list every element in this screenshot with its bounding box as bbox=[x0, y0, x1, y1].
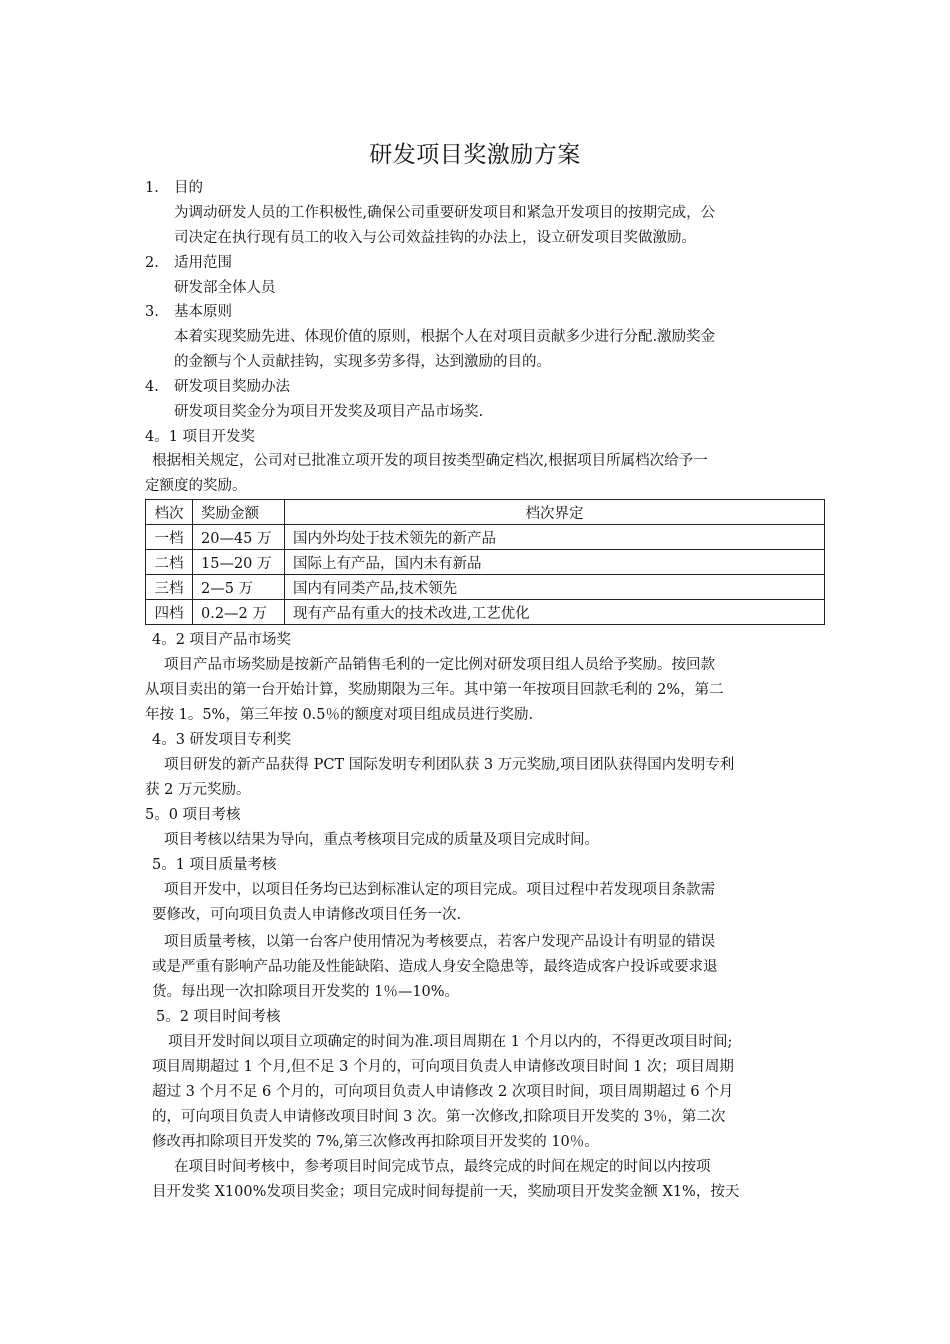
section-heading: 基本原则 bbox=[174, 304, 232, 320]
paragraph-line: 项目质量考核，以第一台客户使用情况为考核要点，若客户发现产品设计有明显的错误 bbox=[164, 934, 715, 950]
paragraph-line: 从项目卖出的第一台开始计算，奖励期限为三年。其中第一年按项目回款毛利的 2%，第二 bbox=[145, 682, 724, 698]
table-cell: 二档 bbox=[146, 550, 193, 575]
table-cell: 0.2—2 万 bbox=[193, 600, 285, 625]
section-heading: 适用范围 bbox=[174, 255, 232, 271]
document-title: 研发项目奖激励方案 bbox=[369, 142, 581, 168]
subsection-heading: 5。0 项目考核 bbox=[145, 807, 241, 823]
section-number: 3. bbox=[145, 304, 159, 320]
table-row bbox=[146, 575, 825, 600]
table-row bbox=[146, 550, 825, 575]
table-header-cell: 档次界定 bbox=[285, 500, 825, 525]
paragraph-line: 司决定在执行现有员工的收入与公司效益挂钩的办法上，设立研发项目奖做激励。 bbox=[174, 230, 696, 246]
table-cell: 国内外均处于技术领先的新产品 bbox=[285, 525, 825, 550]
subsection-heading: 5。1 项目质量考核 bbox=[152, 857, 277, 873]
grade-table bbox=[145, 499, 825, 625]
paragraph-line: 修改再扣除项目开发奖的 7%,第三次修改再扣除项目开发奖的 10％。 bbox=[152, 1134, 599, 1150]
subsection-heading: 4。2 项目产品市场奖 bbox=[152, 632, 292, 648]
paragraph-line: 项目产品市场奖励是按新产品销售毛利的一定比例对研发项目组人员给予奖励。按回款 bbox=[164, 657, 715, 673]
paragraph-line: 目开发奖 X100%发项目奖金；项目完成时间每提前一天，奖励项目开发奖金额 X1%，按天 bbox=[152, 1184, 740, 1200]
paragraph-line: 为调动研发人员的工作积极性,确保公司重要研发项目和紧急开发项目的按期完成，公 bbox=[174, 205, 716, 221]
section-number: 4. bbox=[145, 379, 159, 395]
table-cell: 国内有同类产品,技术领先 bbox=[285, 575, 825, 600]
table-row bbox=[146, 600, 825, 625]
table-cell: 四档 bbox=[146, 600, 193, 625]
paragraph-line: 定额度的奖励。 bbox=[145, 478, 247, 494]
subsection-heading: 4。1 项目开发奖 bbox=[145, 429, 256, 445]
table-cell: 一档 bbox=[146, 525, 193, 550]
paragraph-line: 根据相关规定，公司对已批准立项开发的项目按类型确定档次,根据项目所属档次给予一 bbox=[152, 453, 708, 469]
paragraph-line: 项目考核以结果为导向，重点考核项目完成的质量及项目完成时间。 bbox=[164, 832, 599, 848]
section-number: 1. bbox=[145, 180, 159, 196]
section-heading: 研发项目奖励办法 bbox=[174, 379, 290, 395]
table-header-cell: 档次 bbox=[146, 500, 193, 525]
paragraph-line: 要修改，可向项目负责人申请修改项目任务一次. bbox=[152, 907, 462, 923]
paragraph-line: 项目周期超过 1 个月,但不足 3 个月的，可向项目负责人申请修改项目时间 1 次；项目周期 bbox=[152, 1059, 734, 1075]
paragraph-line: 项目开发时间以项目立项确定的时间为准.项目周期在 1 个月以内的，不得更改项目时间; bbox=[168, 1034, 733, 1050]
table-cell: 20—45 万 bbox=[193, 525, 285, 550]
paragraph-line: 本着实现奖励先进、体现价值的原则，根据个人在对项目贡献多少进行分配.激励奖金 bbox=[174, 329, 716, 345]
section-heading: 目的 bbox=[174, 180, 203, 196]
paragraph-line: 货。每出现一次扣除项目开发奖的 1％—10%。 bbox=[152, 984, 460, 1000]
paragraph-line: 超过 3 个月不足 6 个月的，可向项目负责人申请修改 2 次项目时间，项目周期超过 6 个月 bbox=[152, 1084, 734, 1100]
table-cell: 三档 bbox=[146, 575, 193, 600]
table-cell: 2—5 万 bbox=[193, 575, 285, 600]
table-cell: 现有产品有重大的技术改进,工艺优化 bbox=[285, 600, 825, 625]
table-cell: 国际上有产品，国内未有新品 bbox=[285, 550, 825, 575]
paragraph-line: 研发项目奖金分为项目开发奖及项目产品市场奖. bbox=[174, 404, 484, 420]
paragraph-line: 研发部全体人员 bbox=[174, 280, 276, 296]
table-header-cell: 奖励金额 bbox=[193, 500, 285, 525]
paragraph-line: 的金额与个人贡献挂钩，实现多劳多得，达到激励的目的。 bbox=[174, 354, 551, 370]
table-cell: 15—20 万 bbox=[193, 550, 285, 575]
table-header-row bbox=[146, 500, 825, 525]
paragraph-line: 年按 1。5%，第三年按 0.5％的额度对项目组成员进行奖励. bbox=[145, 707, 534, 723]
section-number: 2. bbox=[145, 255, 159, 271]
subsection-heading: 4。3 研发项目专利奖 bbox=[152, 732, 292, 748]
paragraph-line: 在项目时间考核中，参考项目时间完成节点，最终完成的时间在规定的时间以内按项 bbox=[174, 1159, 711, 1175]
paragraph-line: 项目开发中，以项目任务均已达到标准认定的项目完成。项目过程中若发现项目条款需 bbox=[164, 882, 715, 898]
subsection-heading: 5。2 项目时间考核 bbox=[156, 1009, 281, 1025]
paragraph-line: 项目研发的新产品获得 PCT 国际发明专利团队获 3 万元奖励,项目团队获得国内发明专利 bbox=[164, 757, 735, 773]
paragraph-line: 的，可向项目负责人申请修改项目时间 3 次。第一次修改,扣除项目开发奖的 3％，第二次 bbox=[152, 1109, 726, 1125]
paragraph-line: 获 2 万元奖励。 bbox=[145, 782, 251, 798]
paragraph-line: 或是严重有影响产品功能及性能缺陷、造成人身安全隐患等，最终造成客户投诉或要求退 bbox=[152, 959, 718, 975]
table-row bbox=[146, 525, 825, 550]
